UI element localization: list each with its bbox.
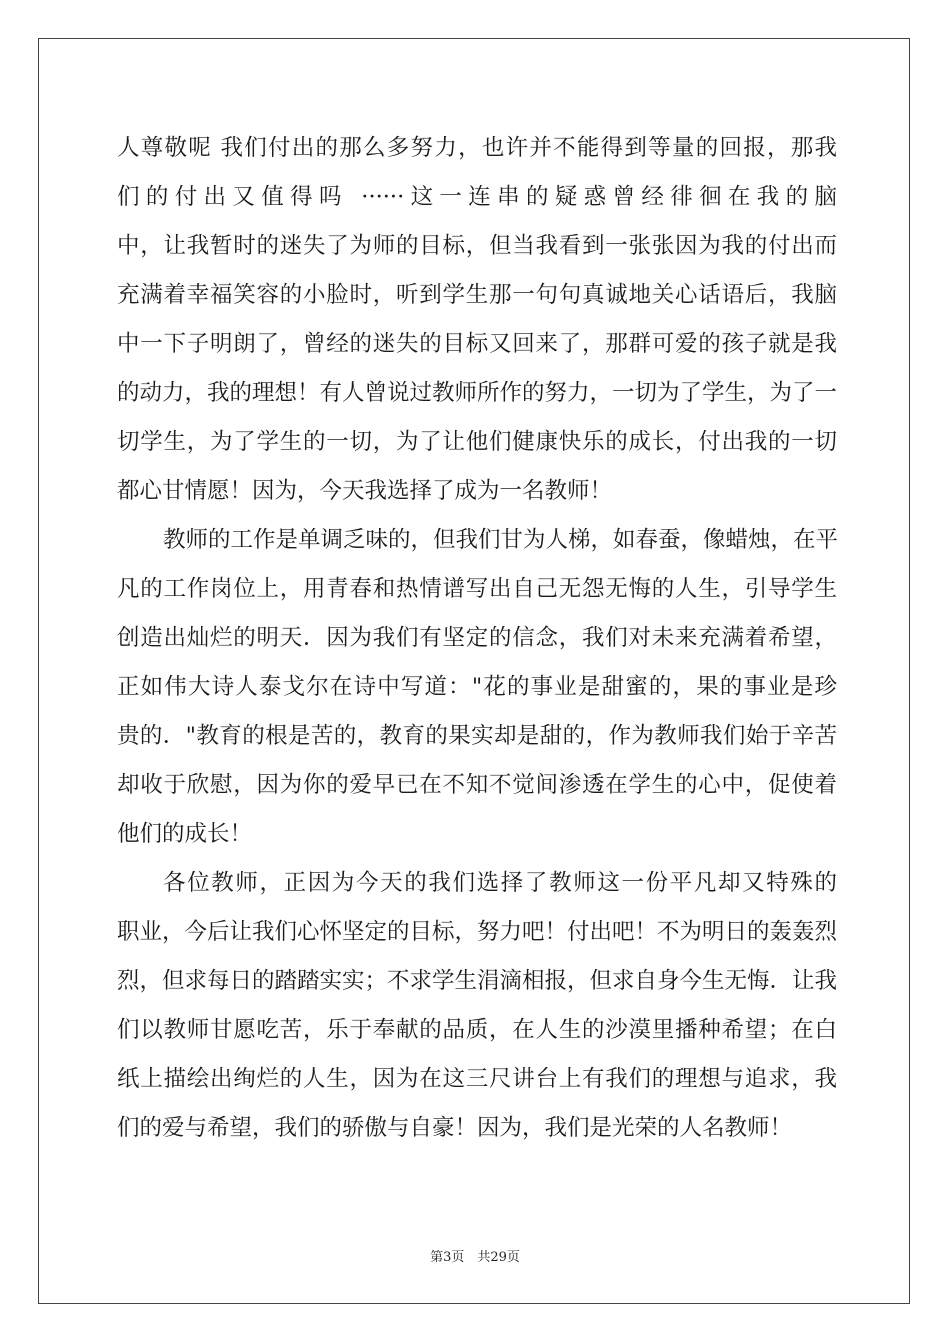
text-line: 中，让我暂时的迷失了为师的目标，但当我看到一张张因为我的付出而 [117, 233, 837, 259]
text-line: 人尊敬呢 我们付出的那么多努力，也许并不能得到等量的回报，那我 [117, 135, 837, 161]
text-line: 都心甘情愿！因为，今天我选择了成为一名教师！ [117, 478, 613, 504]
text-line: 各位教师，正因为今天的我们选择了教师这一份平凡却又特殊的 [163, 870, 837, 896]
text-line: 中一下子明朗了，曾经的迷失的目标又回来了，那群可爱的孩子就是我 [117, 331, 837, 357]
text-line: 正如伟大诗人泰戈尔在诗中写道："花的事业是甜蜜的，果的事业是珍 [117, 674, 837, 700]
document-body [117, 124, 837, 1153]
page-number-footer: 第3页 共29页 [430, 1250, 520, 1265]
text-line: 们的付出又值得吗 ······这一连串的疑惑曾经徘徊在我的脑 [117, 184, 837, 210]
text-line: 纸上描绘出绚烂的人生，因为在这三尺讲台上有我们的理想与追求，我 [117, 1066, 837, 1092]
text-line: 他们的成长！ [117, 821, 253, 847]
text-line: 们的爱与希望，我们的骄傲与自豪！因为，我们是光荣的人名教师！ [117, 1115, 793, 1141]
text-line: 贵的．"教育的根是苦的，教育的果实却是甜的，作为教师我们始于辛苦 [117, 723, 837, 749]
text-line: 凡的工作岗位上，用青春和热情谱写出自己无怨无悔的人生，引导学生 [117, 576, 837, 602]
text-line: 职业，今后让我们心怀坚定的目标，努力吧！付出吧！不为明日的轰轰烈 [117, 919, 838, 945]
text-line: 充满着幸福笑容的小脸时，听到学生那一句句真诚地关心话语后，我脑 [117, 282, 837, 308]
text-line: 烈，但求每日的踏踏实实；不求学生涓滴相报，但求自身今生无悔．让我 [117, 968, 838, 994]
text-line: 教师的工作是单调乏味的，但我们甘为人梯，如春蚕，像蜡烛，在平 [163, 527, 839, 553]
text-line: 切学生，为了学生的一切，为了让他们健康快乐的成长，付出我的一切 [117, 429, 837, 455]
text-line: 创造出灿烂的明天．因为我们有坚定的信念，我们对未来充满着希望， [117, 625, 837, 651]
text-line: 的动力，我的理想！有人曾说过教师所作的努力，一切为了学生，为了一 [117, 380, 838, 406]
text-line: 们以教师甘愿吃苦，乐于奉献的品质，在人生的沙漠里播种希望；在白 [117, 1017, 837, 1043]
text-line: 却收于欣慰，因为你的爱早已在不知不觉间渗透在学生的心中，促使着 [117, 772, 837, 798]
